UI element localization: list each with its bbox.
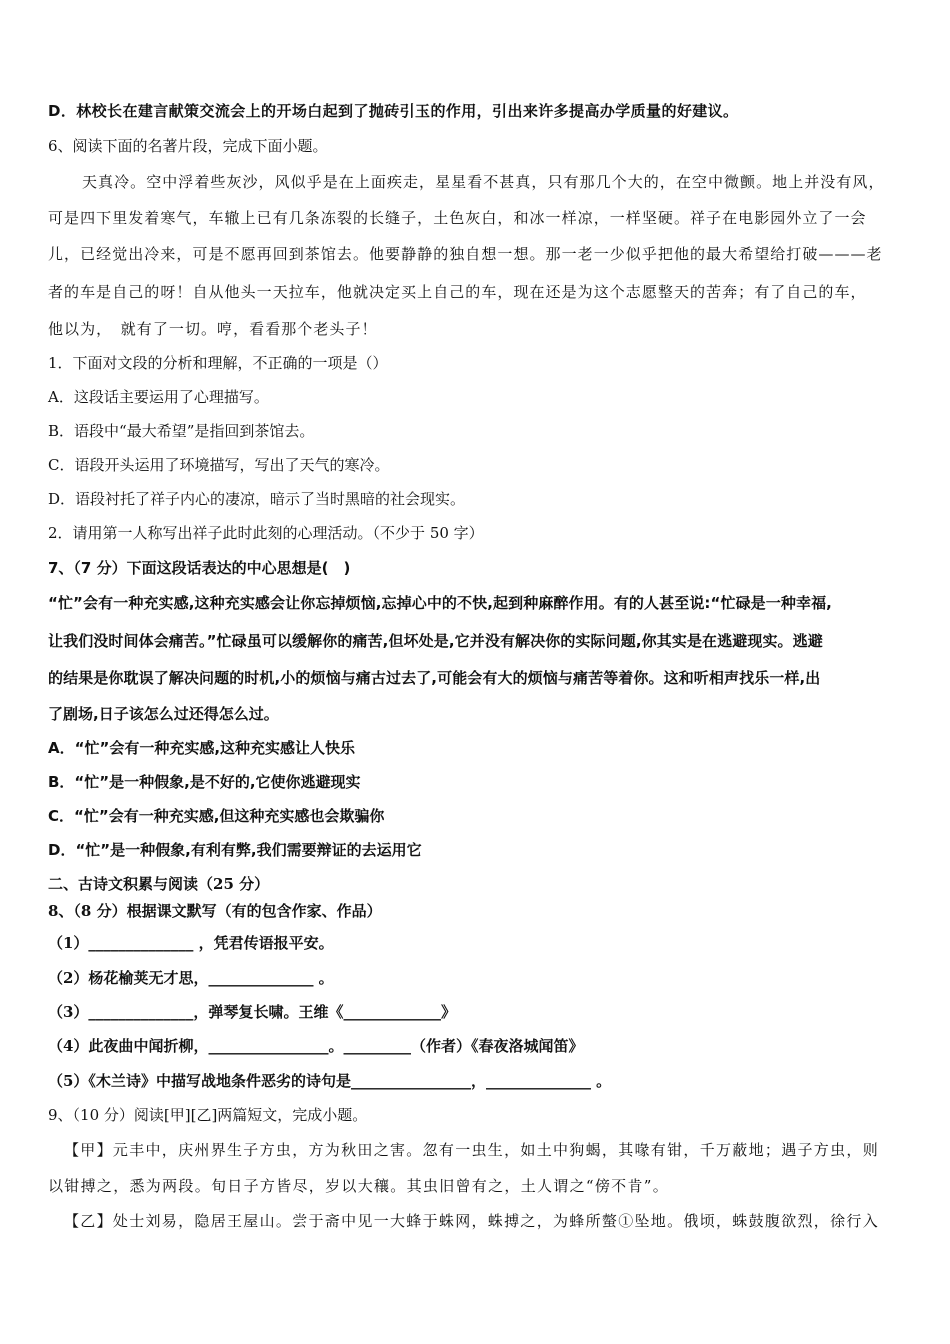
question-8-item-1: （1）______________ ，凭君传语报平安。 — [48, 934, 334, 952]
option-d-line: D．林校长在建言献策交流会上的开场白起到了抛砖引玉的作用，引出来许多提高办学质量的好建议。 — [48, 102, 739, 120]
passage-line: 天真冷。空中浮着些灰沙，风似乎是在上面疾走，星星看不甚真，只有那几个大的，在空中微颤。地上并没有风， — [82, 173, 885, 191]
question-7-option-d: D．“忙”是一种假象,有利有弊,我们需要辩证的去运用它 — [48, 841, 422, 859]
passage-line: 者的车是自己的呀！自从他头一天拉车，他就决定买上自己的车，现在还是为这个志愿整天的苦奔；有了自己的车， — [48, 283, 867, 301]
question-7-passage-line: “忙”会有一种充实感,这种充实感会让你忘掉烦恼,忘掉心中的不快,起到种麻醉作用。有的人甚至说:“忙碌是一种幸福, — [48, 594, 832, 612]
passage-line: 儿，已经觉出冷来，可是不愿再回到茶馆去。他要静静的独自想一想。那一老一少似乎把他的最大希望给打破———老 — [48, 245, 883, 263]
question-8-item-5: （5）《木兰诗》中描写战地条件恶劣的诗句是________________，______________ 。 — [48, 1072, 612, 1090]
question-6-heading: 6、阅读下面的名著片段，完成下面小题。 — [48, 137, 328, 155]
passage-jia-line: 以钳搏之，悉为两段。旬日子方皆尽，岁以大穰。其虫旧曾有之，土人谓之“傍不肯”。 — [48, 1177, 670, 1195]
question-7-option-c: C．“忙”会有一种充实感,但这种充实感也会欺骗你 — [48, 807, 385, 825]
question-7-passage-line: 让我们没时间体会痛苦。”忙碌虽可以缓解你的痛苦,但坏处是,它并没有解决你的实际问题,你其实是在逃避现实。逃避 — [48, 632, 823, 650]
sub-question-1: 1．下面对文段的分析和理解，不正确的一项是（） — [48, 354, 388, 372]
question-7-passage-line: 了剧场,日子该怎么过还得怎么过。 — [48, 705, 279, 723]
sub-question-1-option-c: C．语段开头运用了环境描写，写出了天气的寒冷。 — [48, 456, 390, 474]
question-9-heading: 9、（10 分）阅读[甲][乙]两篇短文，完成小题。 — [48, 1106, 368, 1124]
passage-jia-line: 【甲】元丰中，庆州界生子方虫，方为秋田之害。忽有一虫生，如土中狗蝎，其喙有钳，千万蔽地；遇子方虫，则 — [64, 1141, 880, 1159]
sub-question-1-option-d: D．语段衬托了祥子内心的凄凉，暗示了当时黑暗的社会现实。 — [48, 490, 466, 508]
question-7-option-b: B．“忙”是一种假象,是不好的,它使你逃避现实 — [48, 773, 361, 791]
section-2-heading: 二、古诗文积累与阅读（25 分） — [48, 875, 270, 893]
question-7-option-a: A．“忙”会有一种充实感,这种充实感让人快乐 — [48, 739, 356, 757]
question-8-heading: 8、（8 分）根据课文默写（有的包含作家、作品） — [48, 902, 382, 920]
question-7-passage-line: 的结果是你耽误了解决问题的时机,小的烦恼与痛古过去了,可能会有大的烦恼与痛苦等着你。这和听相声找乐一样,出 — [48, 669, 821, 687]
question-8-item-3: （3）______________，弹琴复长啸。王维《_____________》 — [48, 1003, 456, 1021]
sub-question-1-option-b: B．语段中“最大希望”是指回到茶馆去。 — [48, 422, 315, 440]
sub-question-1-option-a: A．这段话主要运用了心理描写。 — [48, 388, 269, 406]
passage-line: 可是四下里发着寒气，车辙上已有几条冻裂的长缝子，土色灰白，和冰一样凉，一样坚硬。祥子在电影园外立了一会 — [48, 209, 867, 227]
question-7-heading: 7、（7 分）下面这段话表达的中心思想是( ) — [48, 559, 351, 577]
passage-yi-line: 【乙】处士刘易，隐居王屋山。尝于斋中见一大蜂于蛛网，蛛搏之，为蜂所螫①坠地。俄顷，蛛鼓腹欲烈，徐行入 — [64, 1212, 880, 1230]
passage-line: 他以为， 就有了一切。哼，看看那个老头子！ — [48, 320, 378, 338]
sub-question-2: 2．请用第一人称写出祥子此时此刻的心理活动。（不少于 50 字） — [48, 524, 484, 542]
question-8-item-4: （4）此夜曲中闻折柳，________________。_________（作者）《春夜洛城闻笛》 — [48, 1037, 584, 1055]
question-8-item-2: （2）杨花榆荚无才思，______________ 。 — [48, 969, 334, 987]
